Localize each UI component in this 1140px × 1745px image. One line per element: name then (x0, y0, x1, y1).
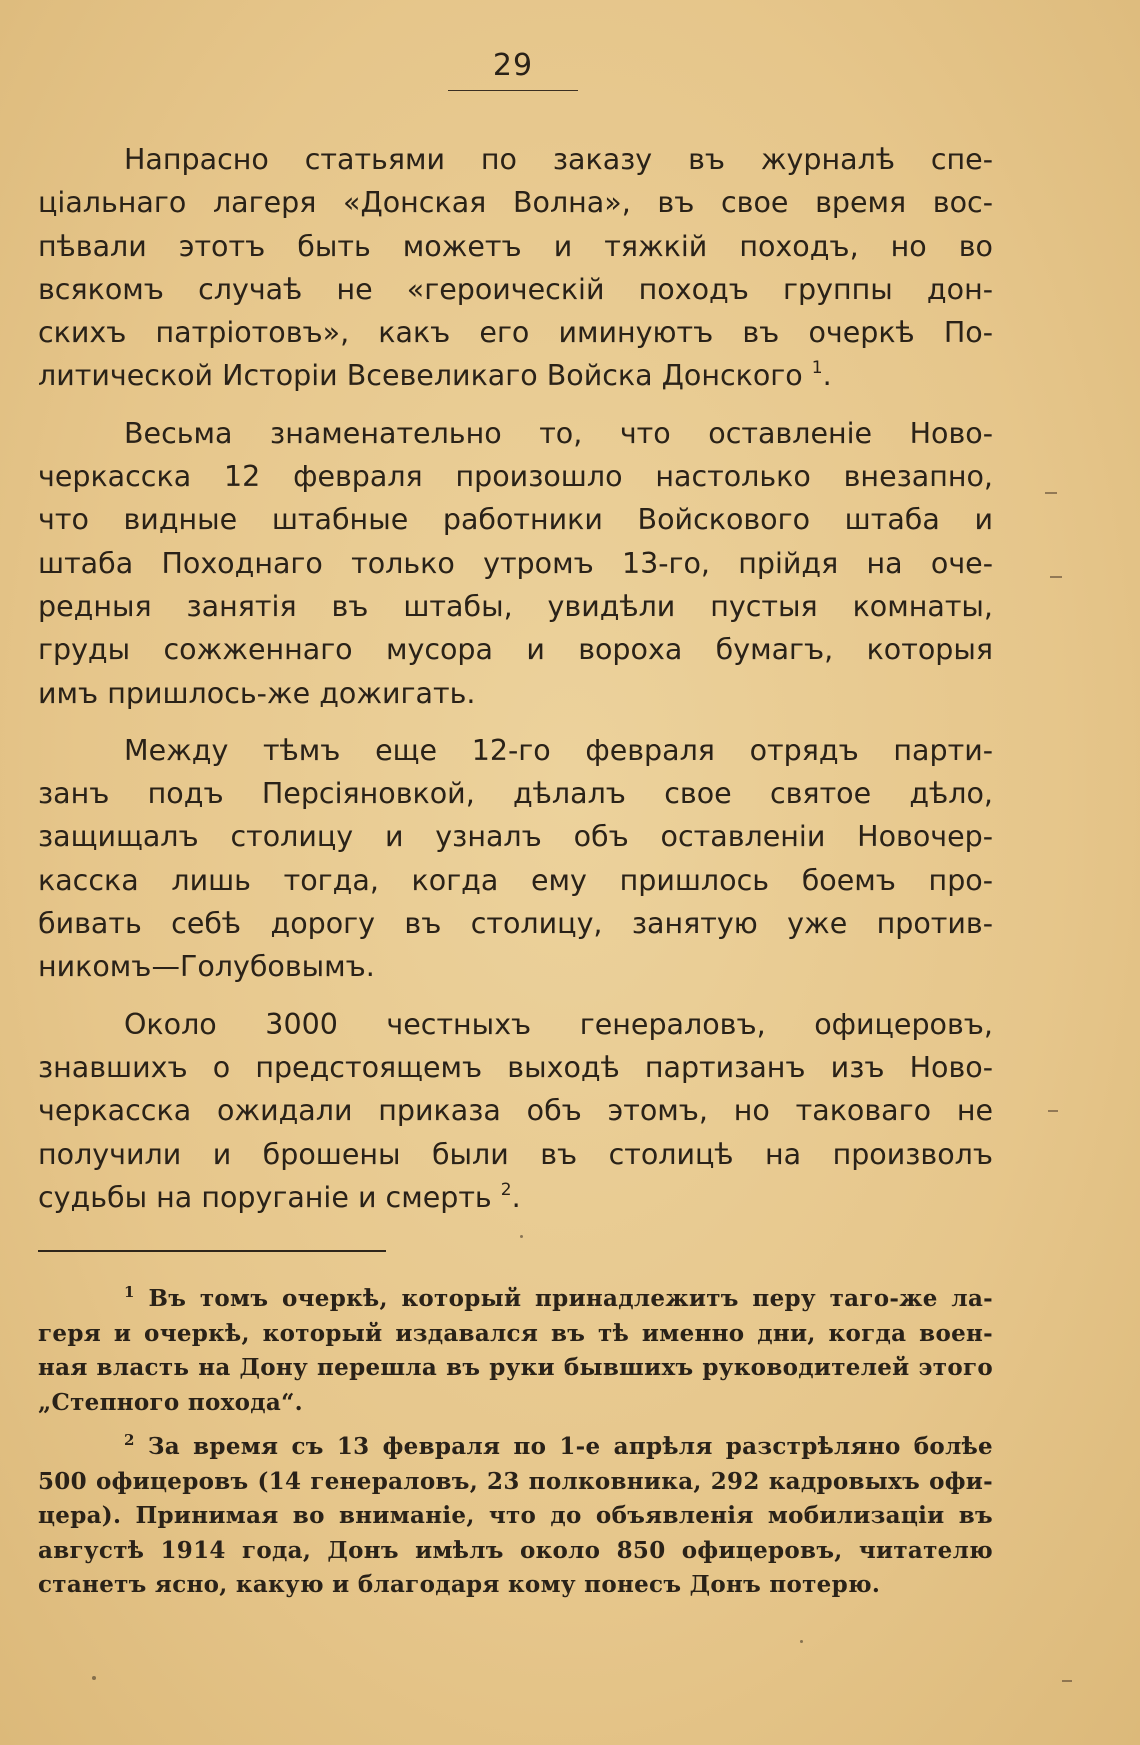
text-line: редныя занятія въ штабы, увидѣли пустыя комнаты, (38, 589, 993, 623)
text-line-last (38, 1176, 993, 1219)
footnote-line: геря и очеркѣ, который издавался въ тѣ именно дни, когда воен- (38, 1319, 993, 1347)
paragraph-3 (38, 729, 993, 989)
header-rule (448, 90, 578, 91)
footnote-line: ная власть на Дону перешла въ руки бывшихъ руководителей этого (38, 1354, 993, 1381)
footnote-line (38, 1430, 993, 1465)
text-line-last: никомъ—Голубовымъ. (38, 950, 375, 984)
text-line: пѣвали этотъ быть можетъ и тяжкій походъ, но во (38, 229, 993, 263)
text-line-content: судьбы на поруганіе и смерть (38, 1180, 492, 1214)
footnote-separator (38, 1250, 386, 1252)
footnote-line (38, 1282, 993, 1317)
footnote-line-last: „Степного похода“. (38, 1388, 303, 1416)
text-line: скихъ патріотовъ», какъ его иминуютъ въ очеркѣ По- (38, 316, 993, 350)
text-line: Напрасно статьями по заказу въ журналѣ спе- (124, 143, 993, 176)
text-line: Между тѣмъ еще 12-го февраля отрядъ парти- (124, 733, 993, 767)
footnote-line-last: станетъ ясно, какую и благодаря кому понесъ Донъ потерю. (38, 1571, 881, 1598)
footnotes (38, 1282, 993, 1613)
page-number-container (448, 48, 578, 83)
paper-speck (92, 1676, 96, 1680)
page-number: 29 (492, 48, 534, 83)
text-line: защищалъ столицу и узналъ объ оставленіи Новочер- (38, 820, 993, 854)
edge-mark (1050, 576, 1062, 578)
footnote-2 (38, 1430, 993, 1603)
text-line: получили и брошены были въ столицѣ на произволъ (38, 1137, 993, 1171)
paper-speck (800, 1640, 803, 1643)
text-line: Весьма знаменательно то, что оставленіе Ново- (124, 416, 993, 450)
text-line: ціальнаго лагеря «Донская Волна», въ свое время вос- (38, 186, 993, 220)
text-line: черкасска ожидали приказа объ этомъ, но таковаго не (38, 1094, 993, 1128)
text-line: Около 3000 честныхъ генераловъ, офицеровъ, (124, 1007, 993, 1041)
text-line: всякомъ случаѣ не «героическій походъ группы дон- (38, 272, 993, 306)
footnote-mark: 1 (124, 1283, 135, 1301)
text-line: груды сожженнаго мусора и вороха бумагъ, которыя (38, 633, 993, 667)
footnote-line: 500 офицеровъ (14 генераловъ, 23 полковника, 292 кадровыхъ офи- (38, 1467, 993, 1495)
paragraph-1 (38, 138, 993, 398)
paragraph-4 (38, 1003, 993, 1219)
footnote-line: августѣ 1914 года, Донъ имѣлъ около 850 офицеровъ, читателю (38, 1536, 993, 1564)
sentence-end: . (822, 359, 832, 393)
text-line-last: имъ пришлось-же дожигать. (38, 676, 476, 710)
text-line: касска лишь тогда, когда ему пришлось боемъ про- (38, 863, 993, 897)
footnote-mark: 2 (124, 1431, 135, 1449)
text-line-last (38, 354, 993, 397)
edge-mark (1048, 1110, 1058, 1112)
edge-mark (1062, 1680, 1072, 1682)
text-line: знавшихъ о предстоящемъ выходѣ партизанъ изъ Ново- (38, 1050, 993, 1084)
text-line-content: литической Исторіи Всевеликаго Войска Донского (38, 359, 803, 393)
text-line: бивать себѣ дорогу въ столицу, занятую уже против- (38, 907, 993, 941)
text-line: что видные штабные работники Войскового штаба и (38, 503, 993, 537)
footnote-line-content: Въ томъ очеркѣ, который принадлежитъ перу таго-же ла- (148, 1285, 993, 1312)
footnote-line: цера). Принимая во вниманіе, что до объявленія мобилизаціи въ (38, 1502, 993, 1529)
edge-mark (1045, 492, 1057, 494)
sentence-end: . (511, 1180, 521, 1214)
main-text (38, 138, 993, 1233)
footnote-reference-1[interactable]: 1 (811, 358, 823, 379)
text-line: черкасска 12 февраля произошло настолько внезапно, (38, 460, 993, 494)
text-line: занъ подъ Персіяновкой, дѣлалъ свое святое дѣло, (38, 777, 993, 811)
text-line: штаба Походнаго только утромъ 13-го, прійдя на оче- (38, 546, 993, 580)
footnote-1 (38, 1282, 993, 1420)
footnote-reference-2[interactable]: 2 (500, 1179, 512, 1200)
paper-speck (520, 1235, 523, 1238)
footnote-line-content: За время съ 13 февраля по 1-е апрѣля разстрѣляно болѣе (147, 1433, 993, 1460)
paragraph-2 (38, 412, 993, 715)
